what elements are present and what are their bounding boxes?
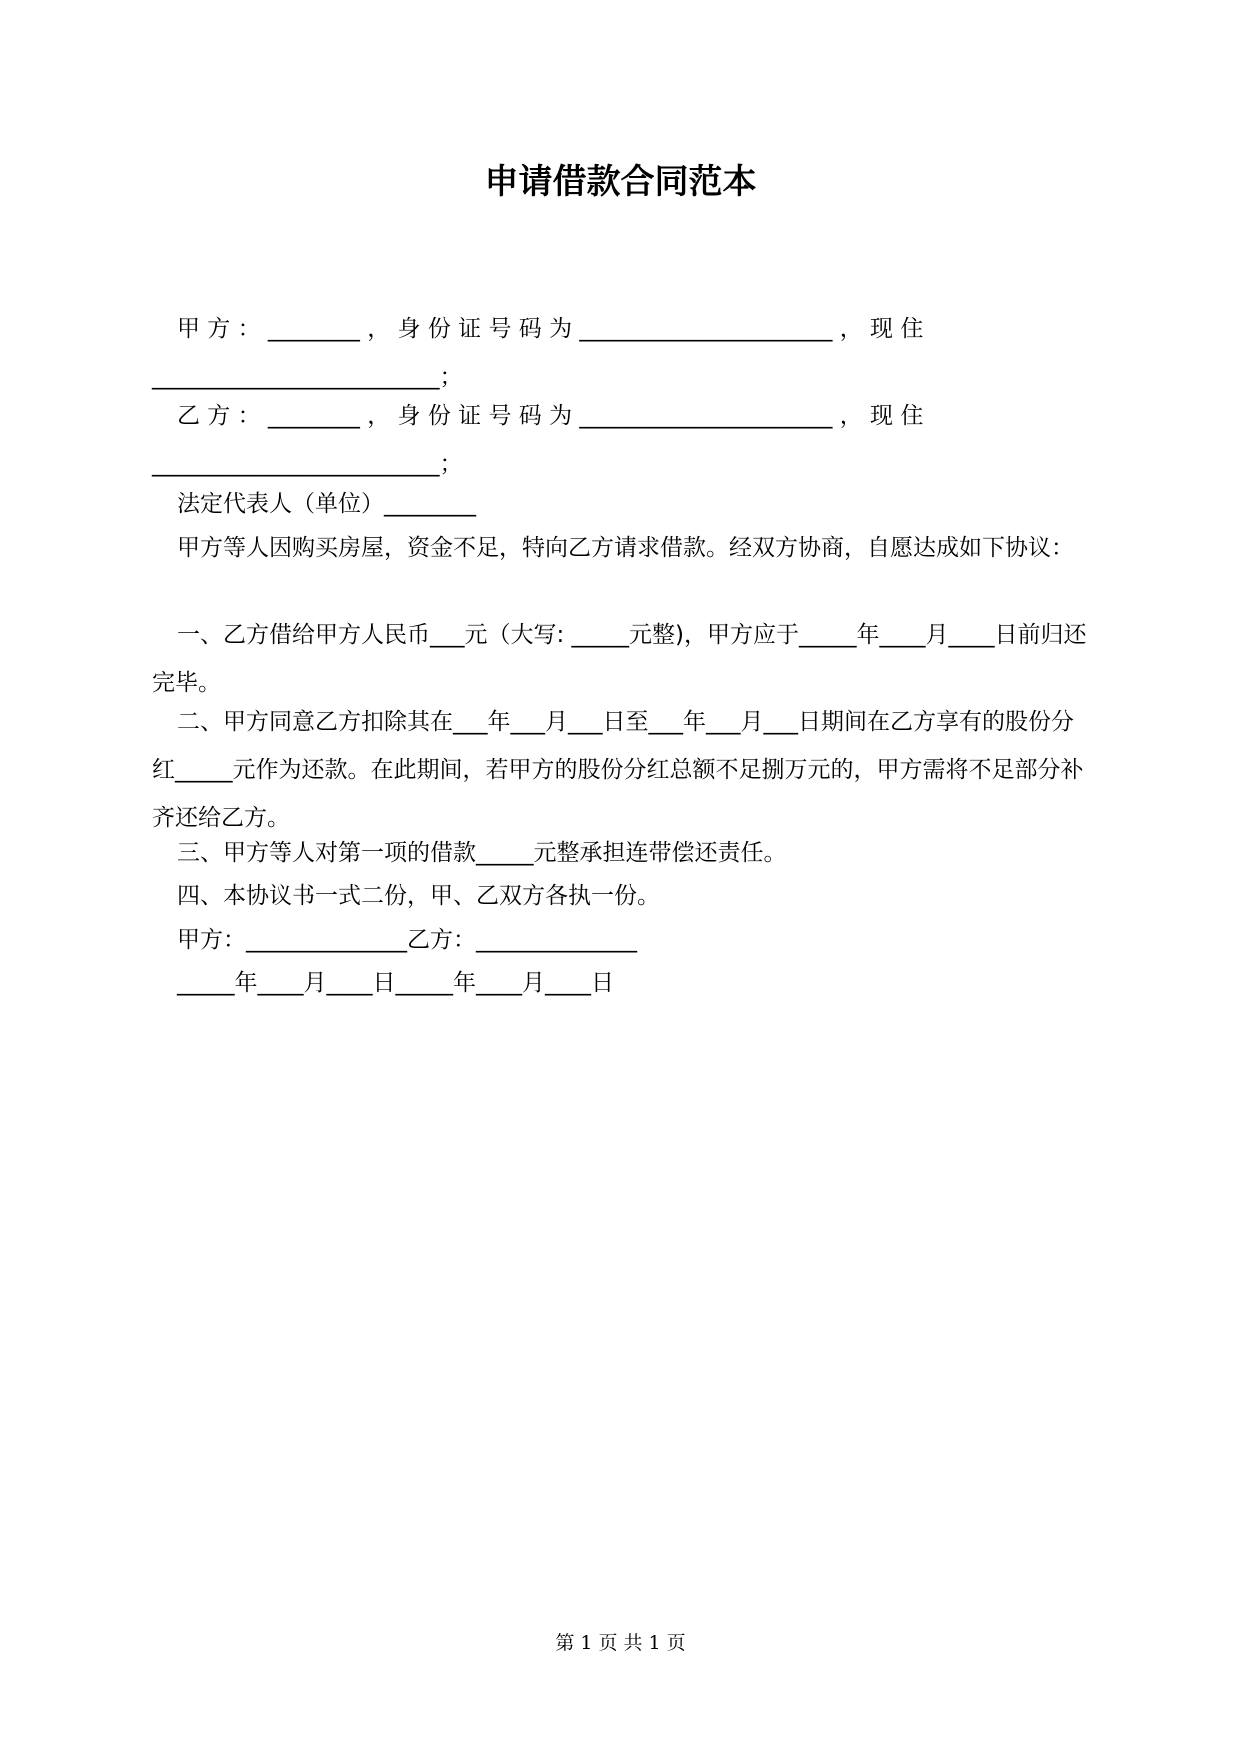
clause-1: 一、乙方借给甲方人民币___元（大写: _____元整)，甲方应于_____年____月____日前归还完毕。 — [152, 622, 1087, 696]
clause-2: 二、甲方同意乙方扣除其在___年___月___日至___年___月___日期间在乙方享有的股份分红_____元作为还款。在此期间，若甲方的股份分红总额不足捌万元的，甲方需将不足部分补齐还给乙方。 — [152, 709, 1084, 831]
date-line: _____年____月____日_____年____月____日 — [177, 970, 614, 996]
page-indicator: 第 1 页 共 1 页 — [555, 1632, 686, 1654]
clause-3: 三、甲方等人对第一项的借款_____元整承担连带偿还责任。 — [177, 840, 787, 866]
party-a-line2: _________________________； — [152, 364, 463, 390]
party-a-line1: 甲 方 ： ________ ， 身 份 证 号 码 为 ______________________ ， 现 住 — [177, 316, 924, 342]
clause-4: 四、本协议书一式二份，甲、乙双方各执一份。 — [177, 883, 660, 909]
legal-representative: 法定代表人（单位）________ — [177, 491, 476, 517]
document-title: 申请借款合同范本 — [484, 162, 757, 202]
signature-line: 甲方：______________乙方：______________ — [177, 927, 637, 953]
party-b-line1: 乙 方 ： ________ ， 身 份 证 号 码 为 ______________________ ， 现 住 — [177, 403, 924, 429]
party-b-line2: _________________________； — [152, 451, 463, 477]
intro-paragraph: 甲方等人因购买房屋，资金不足，特向乙方请求借款。经双方协商，自愿达成如下协议： — [177, 535, 1074, 561]
